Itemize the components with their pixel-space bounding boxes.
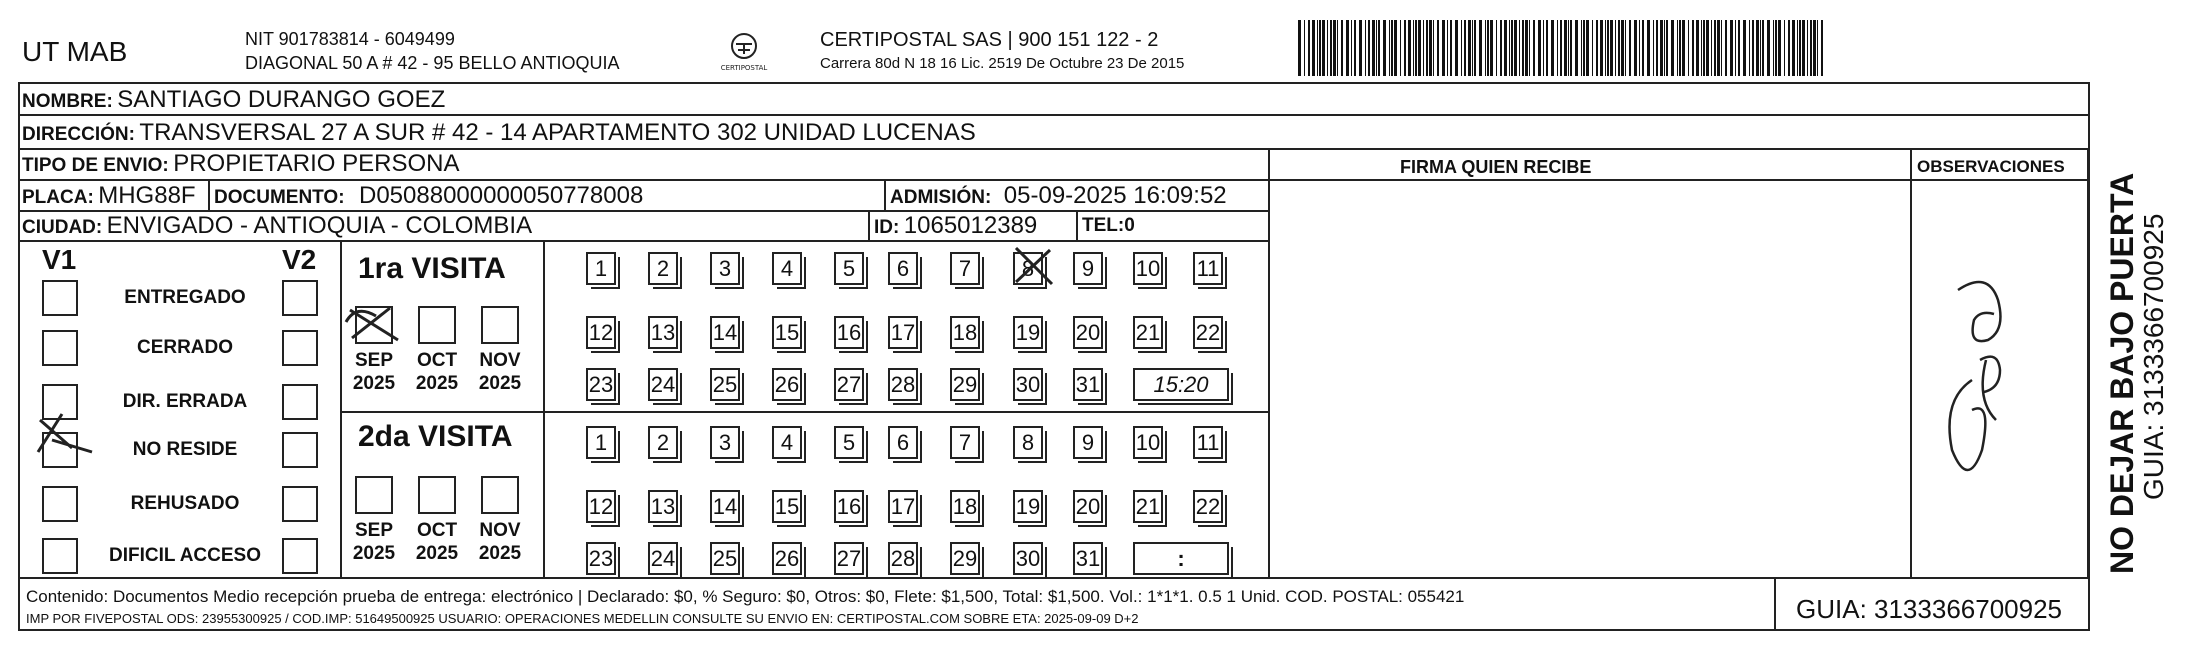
visit2-day-box[interactable]: 23 [586,542,616,575]
visit2-day-box[interactable]: 8 [1013,426,1043,459]
visit2-day-box[interactable]: 20 [1073,490,1103,523]
v2-label: V2 [282,244,317,275]
check-mark-no-reside [38,414,92,452]
visit1-day-box[interactable]: 9 [1073,252,1103,285]
visit1-title: 1ra VISITA [358,252,506,285]
visit1-day-box[interactable]: 30 [1013,368,1043,401]
visit2-month-label: OCT 2025 [415,520,459,564]
status-label: REHUSADO [130,493,240,514]
visit1-day-box[interactable]: 29 [950,368,980,401]
visit2-day-box[interactable]: 22 [1193,490,1223,523]
visit2-day-box[interactable]: 31 [1073,542,1103,575]
documento-row: DOCUMENTO: D05088000000050778008 [214,182,644,209]
visit2-day-box[interactable]: 12 [586,490,616,523]
visit2-day-box[interactable]: 5 [834,426,864,459]
status-label: CERRADO [136,337,234,358]
placa-row: PLACA: MHG88F [22,182,196,209]
visit2-day-box[interactable]: 30 [1013,542,1043,575]
visit2-time-box[interactable]: : [1133,542,1229,575]
visit1-day-box[interactable]: 13 [648,316,678,349]
visit2-day-box[interactable]: 26 [772,542,802,575]
visit1-day-box[interactable]: 7 [950,252,980,285]
visit2-day-box[interactable]: 3 [710,426,740,459]
visit2-day-box[interactable]: 15 [772,490,802,523]
status-label: NO RESIDE [132,439,238,460]
visit1-day-box[interactable]: 2 [648,252,678,285]
visit2-day-box[interactable]: 11 [1193,426,1223,459]
sender-name: UT MAB [22,36,128,67]
check-mark-day-8 [1016,248,1052,284]
visit1-day-box[interactable]: 19 [1013,316,1043,349]
direccion-value: TRANSVERSAL 27 A SUR # 42 - 14 APARTAMENTO 302 UNIDAD LUCENAS [139,119,976,146]
check-mark-sep [346,308,398,340]
visit1-day-box[interactable]: 10 [1133,252,1163,285]
sender-nit: NIT 901783814 - 6049499 [245,29,455,49]
visit1-day-box[interactable]: 22 [1193,316,1223,349]
direccion-row: DIRECCIÓN: TRANSVERSAL 27 A SUR # 42 - 14 APARTAMENTO 302 UNIDAD LUCENAS [22,119,976,146]
sender-address: DIAGONAL 50 A # 42 - 95 BELLO ANTIOQUIA [245,53,620,73]
visit2-day-box[interactable]: 24 [648,542,678,575]
visit1-day-box[interactable]: 15 [772,316,802,349]
visit2-day-box[interactable]: 1 [586,426,616,459]
observaciones-header: OBSERVACIONES [1917,157,2065,176]
visit1-day-box[interactable]: 8 [1013,252,1043,285]
visit2-title: 2da VISITA [358,420,513,453]
visit1-day-box[interactable]: 28 [888,368,918,401]
svg-text:CERTIPOSTAL: CERTIPOSTAL [720,64,768,72]
visit2-day-box[interactable]: 25 [710,542,740,575]
side-guia: GUIA: 3133366700925 [2138,213,2169,500]
nombre-row: NOMBRE: SANTIAGO DURANGO GOEZ [22,86,446,113]
visit2-day-box[interactable]: 27 [834,542,864,575]
visit1-day-box[interactable]: 24 [648,368,678,401]
visit2-month-label: SEP 2025 [352,520,396,564]
documento-value: D05088000000050778008 [359,182,644,209]
visit1-day-box[interactable]: 21 [1133,316,1163,349]
visit1-month-label: SEP 2025 [352,350,396,394]
visit1-day-box[interactable]: 26 [772,368,802,401]
footer-guia: GUIA: 3133366700925 [1796,594,2062,624]
v1-label: V1 [42,244,77,275]
id-row: ID: 1065012389 [874,212,1038,239]
visit2-day-box[interactable]: 17 [888,490,918,523]
visit2-day-box[interactable]: 29 [950,542,980,575]
placa-value: MHG88F [98,182,196,209]
visit1-day-box[interactable]: 6 [888,252,918,285]
ciudad-value: ENVIGADO - ANTIOQUIA - COLOMBIA [106,212,533,239]
visit1-day-box[interactable]: 16 [834,316,864,349]
visit2-day-box[interactable]: 6 [888,426,918,459]
visit1-day-box[interactable]: 27 [834,368,864,401]
visit1-day-box[interactable]: 17 [888,316,918,349]
status-label: DIR. ERRADA [122,391,248,412]
visit1-day-box[interactable]: 14 [710,316,740,349]
tipo-row: TIPO DE ENVIO: PROPIETARIO PERSONA [22,150,460,177]
visit1-day-box[interactable]: 23 [586,368,616,401]
tel-value: 0 [1124,215,1135,236]
visit2-day-box[interactable]: 10 [1133,426,1163,459]
admision-row: ADMISIÓN: 05-09-2025 16:09:52 [890,182,1227,209]
visit1-day-box[interactable]: 4 [772,252,802,285]
status-label: DIFICIL ACCESO [108,545,261,566]
side-warning: NO DEJAR BAJO PUERTA [2104,172,2140,574]
visit2-day-box[interactable]: 18 [950,490,980,523]
imp-text: IMP POR FIVEPOSTAL ODS: 23955300925 / COD.IMP: 51649500925 USUARIO: OPERACIONES MEDELLIN CONSULTE SU ENVIO EN: CERTIPOSTAL.COM SOBRE ETA: 2025-09-09 D+2 [26,611,1139,626]
visit2-day-box[interactable]: 2 [648,426,678,459]
visit2-month-label: NOV 2025 [478,520,522,564]
id-value: 1065012389 [903,212,1038,239]
visit2-day-box[interactable]: 9 [1073,426,1103,459]
tipo-value: PROPIETARIO PERSONA [173,150,460,177]
visit1-day-box[interactable]: 12 [586,316,616,349]
visit2-day-box[interactable]: 4 [772,426,802,459]
visit1-day-box[interactable]: 5 [834,252,864,285]
visit1-day-box[interactable]: 1 [586,252,616,285]
visit1-day-box[interactable]: 3 [710,252,740,285]
carrier-address: Carrera 80d N 18 16 Lic. 2519 De Octubre 23 De 2015 [820,55,1185,72]
visit1-month-label: NOV 2025 [478,350,522,394]
visit1-day-box[interactable]: 11 [1193,252,1223,285]
firma-header: FIRMA QUIEN RECIBE [1400,157,1592,177]
visit2-day-box[interactable]: 19 [1013,490,1043,523]
tel-row: TEL:0 [1082,215,1135,236]
visit1-day-box[interactable]: 31 [1073,368,1103,401]
contenido-text: Contenido: Documentos Medio recepción prueba de entrega: electrónico | Declarado: $0, % Seguro: $0, Otros: $0, Flete: $1,500, Total: $1,500. Vol.: 1*1*1. 0.5 1 Unid. COD. POSTAL: 055421 [26,587,1465,606]
visit2-day-box[interactable]: 21 [1133,490,1163,523]
ciudad-row: CIUDAD: ENVIGADO - ANTIOQUIA - COLOMBIA [22,212,533,239]
visit2-day-box[interactable]: 16 [834,490,864,523]
carrier-name: CERTIPOSTAL SAS | 900 151 122 - 2 [820,29,1159,51]
visit2-day-box[interactable]: 7 [950,426,980,459]
visit2-day-box[interactable]: 28 [888,542,918,575]
visit1-day-box[interactable]: 20 [1073,316,1103,349]
visit2-day-box[interactable]: 14 [710,490,740,523]
visit1-day-box[interactable]: 18 [950,316,980,349]
status-label: ENTREGADO [124,287,246,308]
signature [1950,282,2001,470]
visit1-month-label: OCT 2025 [415,350,459,394]
admision-value: 05-09-2025 16:09:52 [1003,182,1227,209]
visit2-day-box[interactable]: 13 [648,490,678,523]
nombre-value: SANTIAGO DURANGO GOEZ [117,86,446,113]
visit1-day-box[interactable]: 25 [710,368,740,401]
visit1-time-box[interactable]: 15:20 [1133,368,1229,401]
